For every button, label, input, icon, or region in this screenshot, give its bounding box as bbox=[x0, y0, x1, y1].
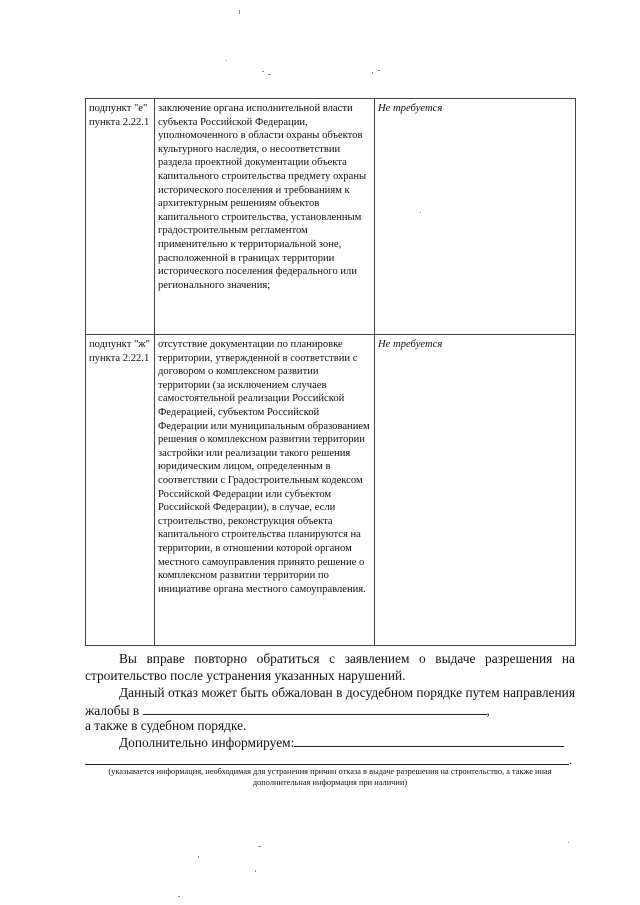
appeal-paragraph bbox=[85, 685, 575, 719]
refusal-reasons-table bbox=[85, 98, 576, 646]
table-row bbox=[86, 99, 576, 335]
scan-speck bbox=[372, 72, 373, 74]
requirement-note: Не требуется bbox=[375, 99, 576, 335]
scan-speck bbox=[255, 870, 256, 872]
scan-speck bbox=[378, 70, 380, 71]
scan-speck bbox=[239, 10, 240, 14]
appeal-text: Данный отказ может быть обжалован в досудебном порядке путем направления жалобы в bbox=[85, 685, 575, 718]
scan-speck bbox=[226, 60, 227, 61]
additional-info-label: Дополнительно информируем: bbox=[119, 735, 295, 750]
scan-speck bbox=[268, 74, 271, 75]
table-row bbox=[86, 335, 576, 646]
scan-speck bbox=[198, 856, 199, 858]
requirement-note: Не требуется bbox=[375, 335, 576, 646]
footnote: (указывается информация, необходимая для устранения причин отказа в выдаче разрешения на строительство, а также иная дополнительная информация при наличии) bbox=[108, 767, 552, 787]
additional-info-paragraph bbox=[85, 734, 575, 752]
appeal-authority-blank bbox=[143, 702, 487, 715]
additional-info-blank bbox=[294, 734, 564, 747]
refusal-reason: отсутствие документации по планировке территории, утвержденной в соответствии с договором о комплексном развитии территории (за исключением случаев самостоятельной реализации Российской Федерацией, субъектом Российской Федерации или муниципальным образованием решения о комплексном развитии территории застройки или реализации такого решения юридическим лицом, определенным в соответствии с Градостроительным кодексом Российской Федерации или субъектом Российской Федерации), в случае, если строительство, реконструкция объекта капитального строительства планируются на территории, в отношении которой органом местного самоуправления принято решение о комплексном развитии территории по инициативе органа местного самоуправления. bbox=[155, 335, 375, 646]
reapply-paragraph: Вы вправе повторно обратиться с заявлением о выдаче разрешения на строительство после устранения указанных нарушений. bbox=[85, 651, 575, 683]
clause-reference: подпункт "е" пункта 2.22.1 bbox=[86, 99, 155, 335]
scan-speck bbox=[262, 71, 264, 72]
refusal-reason: заключение органа исполнительной власти субъекта Российской Федерации, уполномоченного в области охраны объектов культурного наследия, о несоответствии раздела проектной документации объекта капитального строительства предмету охраны исторического поселения и требованиям к архитектурным решениям объектов капитального строительства, установленным градостроительным регламентом применительно к территориальной зоне, расположенной в границах территории исторического поселения федерального или регионального значения; bbox=[155, 99, 375, 335]
additional-info-dot: . bbox=[569, 752, 573, 767]
additional-info-line bbox=[85, 764, 569, 765]
scan-speck bbox=[258, 846, 261, 847]
scan-speck bbox=[178, 896, 180, 897]
court-appeal-line: а также в судебном порядке. bbox=[85, 718, 247, 733]
scan-speck bbox=[568, 842, 569, 843]
clause-reference: подпункт "ж" пункта 2.22.1 bbox=[86, 335, 155, 646]
appeal-comma: , bbox=[486, 702, 490, 718]
